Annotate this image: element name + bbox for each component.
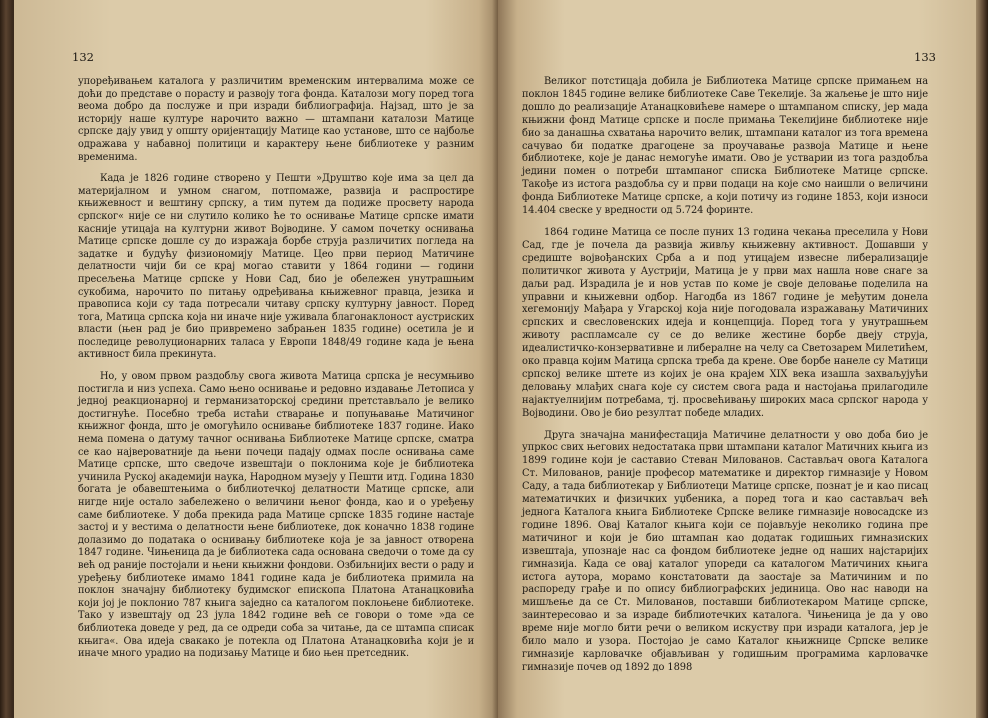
paragraph: Када је 1826 године створено у Пешти »Друштво које има за цел да материјалном и умном снагом, потпомаже, развија и распростире књижевност и вештину српску, а тим путем да подиже просвету народа српског« није се ни слутило колико ће то оснивање Матице српске имати касније утицаја на културни живот Војводине. У самом почетку оснивања Матице српске дошле су до изражаја борбе струја различитих погледа на задатке и будућу физиономију Матице. Цео први период Матичине делатности чији би се крај могао ставити у 1864 години — години пресељења Матице српске у Нови Сад, био је обележен унутрашњим сукобима, нарочито по питању одређивања књижевног правца, језика и правописа који су тада потресали читаву српску културну јавност. Поред тога, Матица српска која ни иначе није уживала благонаклоност аустриских власти (њен рад је био привремено забрањен 1835 године) осетила је и последице револуционарних таласа у Европи 1848/49 године када је њена активност била прекинута. <box>78 173 474 361</box>
paragraph: Друга значајна манифестација Матичине делатности у ово доба био је упркос свих његових недостатака први штампани каталог Матичних књига из 1899 године који је саставио Стеван Милованов. Састављач овога Каталога Ст. Милованов, раније професор математике и директор гимназије у Новом Саду, а тада библиотекар у Библиотеци Матице српске, познат је и као писац математичких и физичких уџбеника, а поред тога и као састављач већ једнога Каталога књига Библиотеке Српске велике гимназије новосадске из године 1896. Овај Каталог књига који се појављује неколико година пре матичиног и који је био штампан као додатак годишњих гимназиских извештаја, упознаје нас са фондом библиотеке једне од наших најстаријих гимназија. Када се овај каталог упореди са каталогом Матичиних књига истога аутора, морамо констатовати да заостаје за Матичиним и по распореду грађе и по опису библиографских јединица. Ово нас наводи на мишљење да се Ст. Милованов, поставши библиотекаром Матице српске, заинтересовао и за израде библиотечких каталога. Чињеница је да у ово време није могло бити речи о великом искуству при изради каталога, јер је било мало и узора. Постојао је само Каталог књижнице Српске велике гимназије карловачке објављиван у годишњим програмима карловачке гимназије почев од 1892 до 1898 <box>522 429 928 673</box>
paragraph: 1864 године Матица се после пуних 13 година чекања преселила у Нови Сад, где је почела да развија живљу књижевну активност. Дошавши у средиште војвођанских Срба а и под утицајем извесне либерализације политичког живота у Аустрији, Матица је у први мах нашла нове снаге за даљи рад. Израдила је и нов устав по коме је своје деловање поделила на управни и књижевни одбор. Нагодба из 1867 године је међутим донела хегемонију Мађара у Угарској која није погодовала изражавању Матичиних српских и свесловенских идеја и концепција. Поред тога у унутрашњем животу распламсале су се до велике жестине борбе двеју струја, идеалистичко-конзервативне и либералне на челу са Светозарем Милетићем, око правца којим Матица српска треба да крене. Ове борбе нанеле су Матици српској велике штете из којих је она крајем XIX века изашла захваљујући деловању млађих снага које су систем свога рада и настојања прилагодиле најактуелнијим потребама, тј. просвећивању широких маса српског народа у Војводини. Ово је био резултат победе младих. <box>522 226 928 419</box>
paragraph: Но, у овом првом раздобљу свога живота Матица српска је несумњиво постигла и низ успеха. Само њено оснивање и редовно издавање Летописа у једној реакционарној и германизаторској средини претстављало је велико достигнуће. Посебно треба истаћи стварање и попуњавање Матичиног књижног фонда, што је омогућило оснивање библиотеке 1837 године. Иако нема помена о датуму тачног оснивања Библиотеке Матице српске, сматра се као највероватније да њени почеци падају одмах после оснивања саме Матице српске, што сведоче извештаји о поклонима које је библиотека учинила Руској академији наука, Народном музеју у Пешти итд. Година 1830 богата је обавештењима о библиотечкој делатности Матице српске, али нигде није остало забележено о величини њеног фонда, као и о уређењу саме библиотеке. У доба прекида рада Матице српске 1835 године настаје застој и у вестима о делатности њене библиотеке, док коначно 1838 године долазимо до података о оснивању библиотеке која је за јавност отворена 1847 године. Чињеница да је библиотека сада основана сведочи о томе да су већ од раније постојали и њени књижни фондови. Озбиљнијих вести о раду и уређењу библиотеке имамо 1841 године када је библиотека примила на поклон значајну библиотеку будимског епископа Платона Атанацковића који јој је поклонио 787 књига заједно са каталогом поклоњене библиотеке. Тако у извештају од 23 јула 1842 године већ се говори о томе »да се библиотека доведе у ред, да се одреди соба за читање, да се штампа списак књига«. Ова идеја свакако је потекла од Платона Атанацковића који је и иначе много урадио на подизању Матице и био њен претседник. <box>78 371 474 660</box>
right-page <box>498 0 976 718</box>
page-number-left: 132 <box>72 50 94 64</box>
page-edge <box>976 0 988 718</box>
left-page <box>14 0 498 718</box>
paragraph: Великог потстицаја добила је Библиотека Матице српске примањем на поклон 1845 године велике библиотеке Саве Текелије. За жаљење је што није дошло до реализације Атанацковићеве намере о штампаном списку, јер мада књижни фонд Матице српске и после примања Текелијине библиотеке није био за данашња схватања нарочито велик, штампани каталог из тога времена сачувао би податке драгоцене за проучавање развоја Матице и њене библиотеке, које је данас немогуће имати. Ово је устварии из тога раздобља једини помен о потреби штампаног списка Библиотеке Матице српске. Такође из истога раздобља су и први подаци на које смо наишли о величини фонда Библиотеке Матице српске, а који потичу из године 1853, који износи 14.404 свеске у вредности од 5.724 форинте. <box>522 76 928 217</box>
page-number-right: 133 <box>914 50 936 64</box>
paragraph: упоређивањем каталога у различитим временским интервалима може се доћи до представе о порасту и развоју тога фонда. Каталози могу поред тога веома добро да послуже и при изради библиографија. Најзад, што је за историју наше културе нарочито важно — штампани каталози Матице српске дају увид у општу оријентацију Матице као установе, што се најбоље одражава у набавној политици и карактеру њене библиотеке у разним временима. <box>78 76 474 163</box>
